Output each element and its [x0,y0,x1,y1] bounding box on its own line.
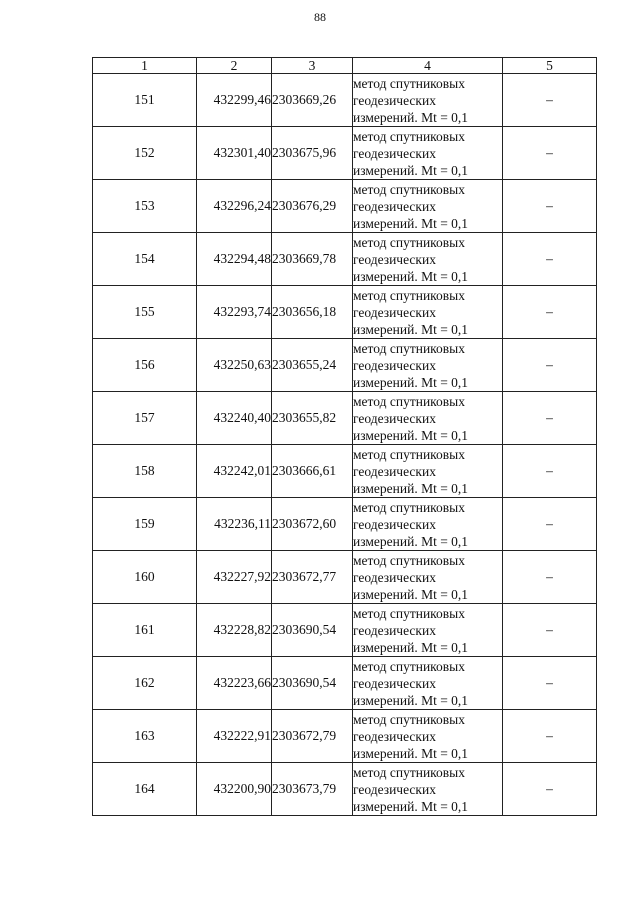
y-coordinate-cell: 2303672,60 [272,498,353,551]
note-cell: – [503,710,597,763]
y-coordinate-cell: 2303675,96 [272,127,353,180]
method-line: метод спутниковых [353,658,465,674]
note-cell: – [503,127,597,180]
table-row [93,286,597,339]
y-coordinate-cell: 2303690,54 [272,657,353,710]
x-coordinate-cell: 432294,48 [197,233,272,286]
point-number-cell: 154 [93,233,197,286]
method-cell [353,127,503,180]
x-coordinate-cell: 432236,11 [197,498,272,551]
method-cell [353,339,503,392]
note-cell: – [503,180,597,233]
method-line: метод спутниковых [353,340,465,356]
method-line: метод спутниковых [353,287,465,303]
x-coordinate-cell: 432223,66 [197,657,272,710]
method-cell [353,233,503,286]
y-coordinate-cell: 2303669,78 [272,233,353,286]
method-line: метод спутниковых [353,128,465,144]
note-cell: – [503,286,597,339]
column-header-4: 4 [353,58,503,74]
method-line: геодезических [353,92,436,108]
method-line: метод спутниковых [353,605,465,621]
point-number-cell: 163 [93,710,197,763]
method-line: измерений. Mt = 0,1 [353,427,469,443]
x-coordinate-cell: 432296,24 [197,180,272,233]
table-row [93,445,597,498]
x-coordinate-cell: 432240,40 [197,392,272,445]
table-row [93,763,597,816]
point-number-cell: 155 [93,286,197,339]
note-cell: – [503,604,597,657]
point-number-cell: 153 [93,180,197,233]
method-line: геодезических [353,410,436,426]
column-header-5: 5 [503,58,597,74]
method-line: геодезических [353,145,436,161]
method-cell [353,392,503,445]
note-cell: – [503,339,597,392]
x-coordinate-cell: 432200,90 [197,763,272,816]
point-number-cell: 162 [93,657,197,710]
y-coordinate-cell: 2303690,54 [272,604,353,657]
y-coordinate-cell: 2303655,82 [272,392,353,445]
table-row [93,180,597,233]
table-row [93,392,597,445]
note-cell: – [503,498,597,551]
method-line: геодезических [353,516,436,532]
point-number-cell: 164 [93,763,197,816]
table-row [93,551,597,604]
point-number-cell: 152 [93,127,197,180]
method-line: метод спутниковых [353,764,465,780]
method-line: измерений. Mt = 0,1 [353,798,469,814]
method-line: метод спутниковых [353,711,465,727]
note-cell: – [503,657,597,710]
method-cell [353,445,503,498]
method-line: метод спутниковых [353,446,465,462]
point-number-cell: 151 [93,74,197,127]
method-cell [353,286,503,339]
y-coordinate-cell: 2303673,79 [272,763,353,816]
table-body [93,74,597,816]
method-line: измерений. Mt = 0,1 [353,533,469,549]
column-header-2: 2 [197,58,272,74]
note-cell: – [503,551,597,604]
coordinates-table [92,57,597,816]
table-row [93,657,597,710]
x-coordinate-cell: 432222,91 [197,710,272,763]
method-line: измерений. Mt = 0,1 [353,268,469,284]
method-line: измерений. Mt = 0,1 [353,162,469,178]
method-line: измерений. Mt = 0,1 [353,639,469,655]
method-line: геодезических [353,675,436,691]
table-row [93,233,597,286]
method-line: метод спутниковых [353,234,465,250]
method-line: измерений. Mt = 0,1 [353,692,469,708]
table-row [93,74,597,127]
method-line: метод спутниковых [353,75,465,91]
method-line: геодезических [353,357,436,373]
column-header-3: 3 [272,58,353,74]
table-row [93,127,597,180]
table-header-row [93,58,597,74]
x-coordinate-cell: 432228,82 [197,604,272,657]
table-row [93,710,597,763]
x-coordinate-cell: 432293,74 [197,286,272,339]
x-coordinate-cell: 432301,40 [197,127,272,180]
y-coordinate-cell: 2303672,77 [272,551,353,604]
method-line: геодезических [353,728,436,744]
method-line: геодезических [353,781,436,797]
method-line: измерений. Mt = 0,1 [353,374,469,390]
point-number-cell: 161 [93,604,197,657]
note-cell: – [503,445,597,498]
method-cell [353,498,503,551]
column-header-1: 1 [93,58,197,74]
page-number: 88 [314,10,326,24]
y-coordinate-cell: 2303656,18 [272,286,353,339]
method-cell [353,710,503,763]
method-line: геодезических [353,569,436,585]
method-line: измерений. Mt = 0,1 [353,586,469,602]
method-line: измерений. Mt = 0,1 [353,480,469,496]
method-cell [353,551,503,604]
y-coordinate-cell: 2303655,24 [272,339,353,392]
y-coordinate-cell: 2303672,79 [272,710,353,763]
method-line: геодезических [353,463,436,479]
table-row [93,498,597,551]
method-line: метод спутниковых [353,552,465,568]
method-line: метод спутниковых [353,181,465,197]
method-line: измерений. Mt = 0,1 [353,215,469,231]
table-row [93,339,597,392]
method-cell [353,604,503,657]
y-coordinate-cell: 2303666,61 [272,445,353,498]
x-coordinate-cell: 432299,46 [197,74,272,127]
method-line: геодезических [353,198,436,214]
method-cell [353,763,503,816]
note-cell: – [503,233,597,286]
x-coordinate-cell: 432227,92 [197,551,272,604]
method-line: измерений. Mt = 0,1 [353,321,469,337]
method-cell [353,74,503,127]
point-number-cell: 159 [93,498,197,551]
method-line: геодезических [353,251,436,267]
note-cell: – [503,74,597,127]
table-row [93,604,597,657]
point-number-cell: 157 [93,392,197,445]
y-coordinate-cell: 2303676,29 [272,180,353,233]
method-line: измерений. Mt = 0,1 [353,745,469,761]
method-line: геодезических [353,622,436,638]
note-cell: – [503,392,597,445]
method-cell [353,657,503,710]
x-coordinate-cell: 432250,63 [197,339,272,392]
point-number-cell: 158 [93,445,197,498]
x-coordinate-cell: 432242,01 [197,445,272,498]
method-line: метод спутниковых [353,393,465,409]
method-line: измерений. Mt = 0,1 [353,109,469,125]
point-number-cell: 156 [93,339,197,392]
note-cell: – [503,763,597,816]
y-coordinate-cell: 2303669,26 [272,74,353,127]
point-number-cell: 160 [93,551,197,604]
method-line: геодезических [353,304,436,320]
method-line: метод спутниковых [353,499,465,515]
method-cell [353,180,503,233]
